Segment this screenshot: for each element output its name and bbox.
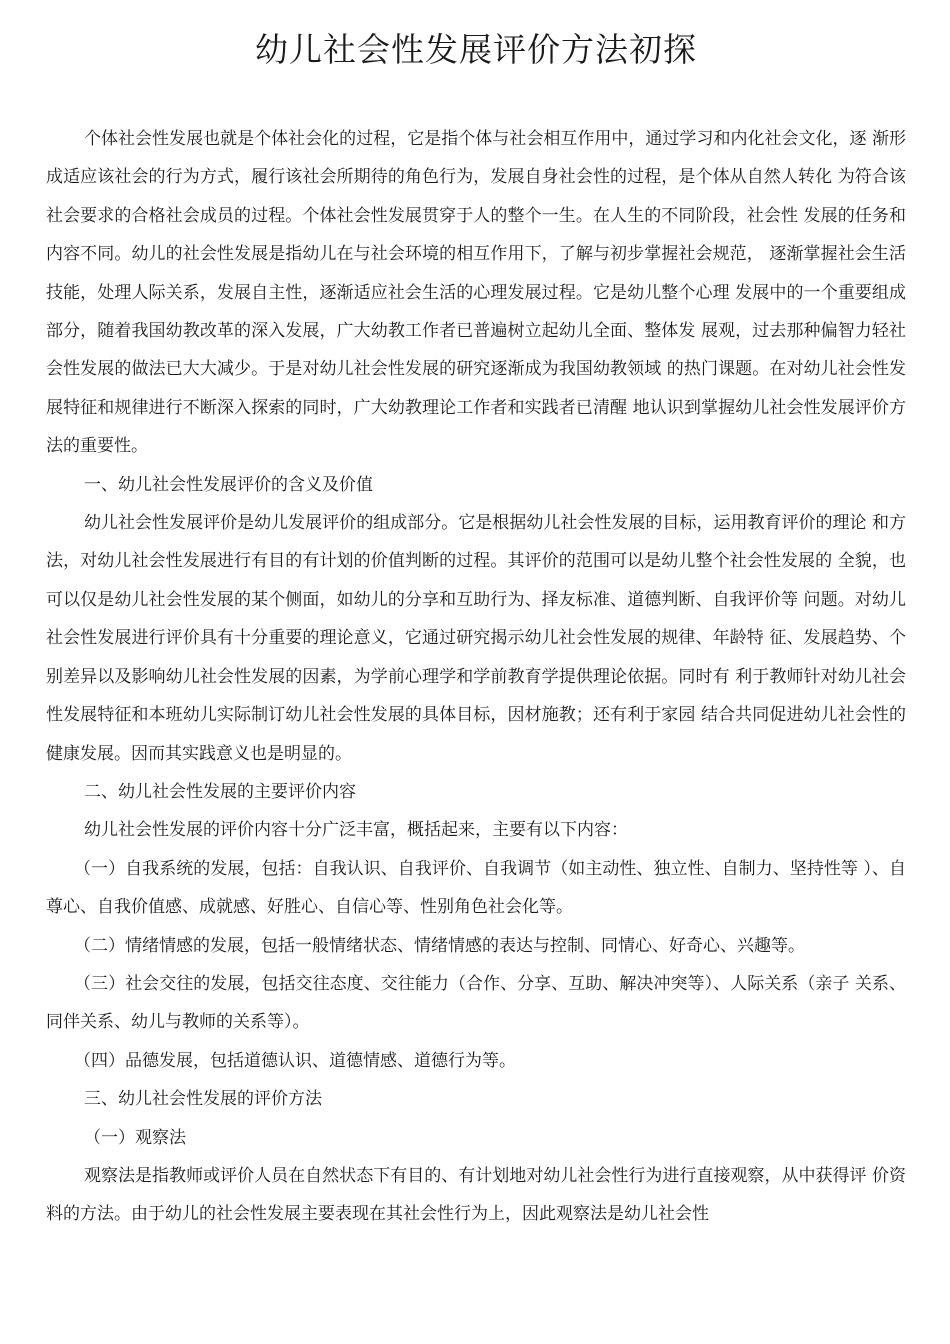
content-item-4: （四）品德发展，包括道德认识、道德情感、道德行为等。	[74, 1050, 516, 1071]
section-heading-1: 一、幼儿社会性发展评价的含义及价值	[84, 474, 373, 495]
section-heading-3: 三、幼儿社会性发展的评价方法	[84, 1089, 322, 1110]
intro-paragraph: 个体社会性发展也就是个体社会化的过程，它是指个体与社会相互作用中，通过学习和内化社会文化，逐 渐形成适应该社会的行为方式，履行该社会所期待的角色行为，发展自身社会性的过程，是个体从自然人转化 为符合该社会要求的合格社会成员的过程。个体社会性发展贯穿于人的整个一生。在人生的不同阶段，社会性 发展的任务和内容不同。幼儿的社会性发展是指幼儿在与社会环境的相互作用下，了解与初步掌握社会规范， 逐渐掌握社会生活技能，处理人际关系，发展自主性，逐渐适应社会生活的心理发展过程。它是幼儿整个心理 发展中的一个重要组成部分，随着我国幼教改革的深入发展，广大幼教工作者已普遍树立起幼儿全面、整体发 展观，过去那种偏智力轻社会性发展的做法已大大减少。于是对幼儿社会性发展的研究逐渐成为我国幼教领域 的热门课题。在对幼儿社会性发展特征和规律进行不断深入探索的同时，广大幼教理论工作者和实践者已清醒 地认识到掌握幼儿社会性发展评价方法的重要性。	[46, 129, 906, 457]
section-2-intro: 幼儿社会性发展的评价内容十分广泛丰富，概括起来，主要有以下内容：	[84, 820, 628, 841]
section-heading-2: 二、幼儿社会性发展的主要评价内容	[84, 781, 356, 802]
document-page	[46, 24, 906, 1234]
document-title: 幼儿社会性发展评价方法初探	[255, 30, 697, 69]
content-item-1: （一）自我系统的发展，包括：自我认识、自我评价、自我调节（如主动性、独立性、自制力、坚持性等 ）、自尊心、自我价值感、成就感、好胜心、自信心等、性别角色社会化等。	[46, 858, 906, 918]
content-item-2: （二）情绪情感的发展，包括一般情绪状态、情绪情感的表达与控制、同情心、好奇心、兴趣等。	[74, 935, 805, 956]
subsection-heading-observation: （一）观察法	[84, 1127, 186, 1148]
section-1-paragraph: 幼儿社会性发展评价是幼儿发展评价的组成部分。它是根据幼儿社会性发展的目标，运用教育评价的理论 和方法，对幼儿社会性发展进行有目的有计划的价值判断的过程。其评价的范围可以是幼儿整个社会性发展的 全貌，也可以仅是幼儿社会性发展的某个侧面，如幼儿的分享和互助行为、择友标准、道德判断、自我评价等 问题。对幼儿社会性发展进行评价具有十分重要的理论意义，它通过研究揭示幼儿社会性发展的规律、年龄特 征、发展趋势、个别差异以及影响幼儿社会性发展的因素，为学前心理学和学前教育学提供理论依据。同时有 利于教师针对幼儿社会性发展特征和本班幼儿实际制订幼儿社会性发展的具体目标，因材施教；还有利于家园 结合共同促进幼儿社会性的健康发展。因而其实践意义也是明显的。	[46, 513, 906, 764]
content-item-3: （三）社会交往的发展，包括交往态度、交往能力（合作、分享、互助、解决冲突等）、人际关系（亲子 关系、同伴关系、幼儿与教师的关系等）。	[46, 973, 906, 1033]
observation-paragraph: 观察法是指教师或评价人员在自然状态下有目的、有计划地对幼儿社会性行为进行直接观察，从中获得评 价资料的方法。由于幼儿的社会性发展主要表现在其社会性行为上，因此观察法是幼儿社会性	[46, 1165, 906, 1225]
